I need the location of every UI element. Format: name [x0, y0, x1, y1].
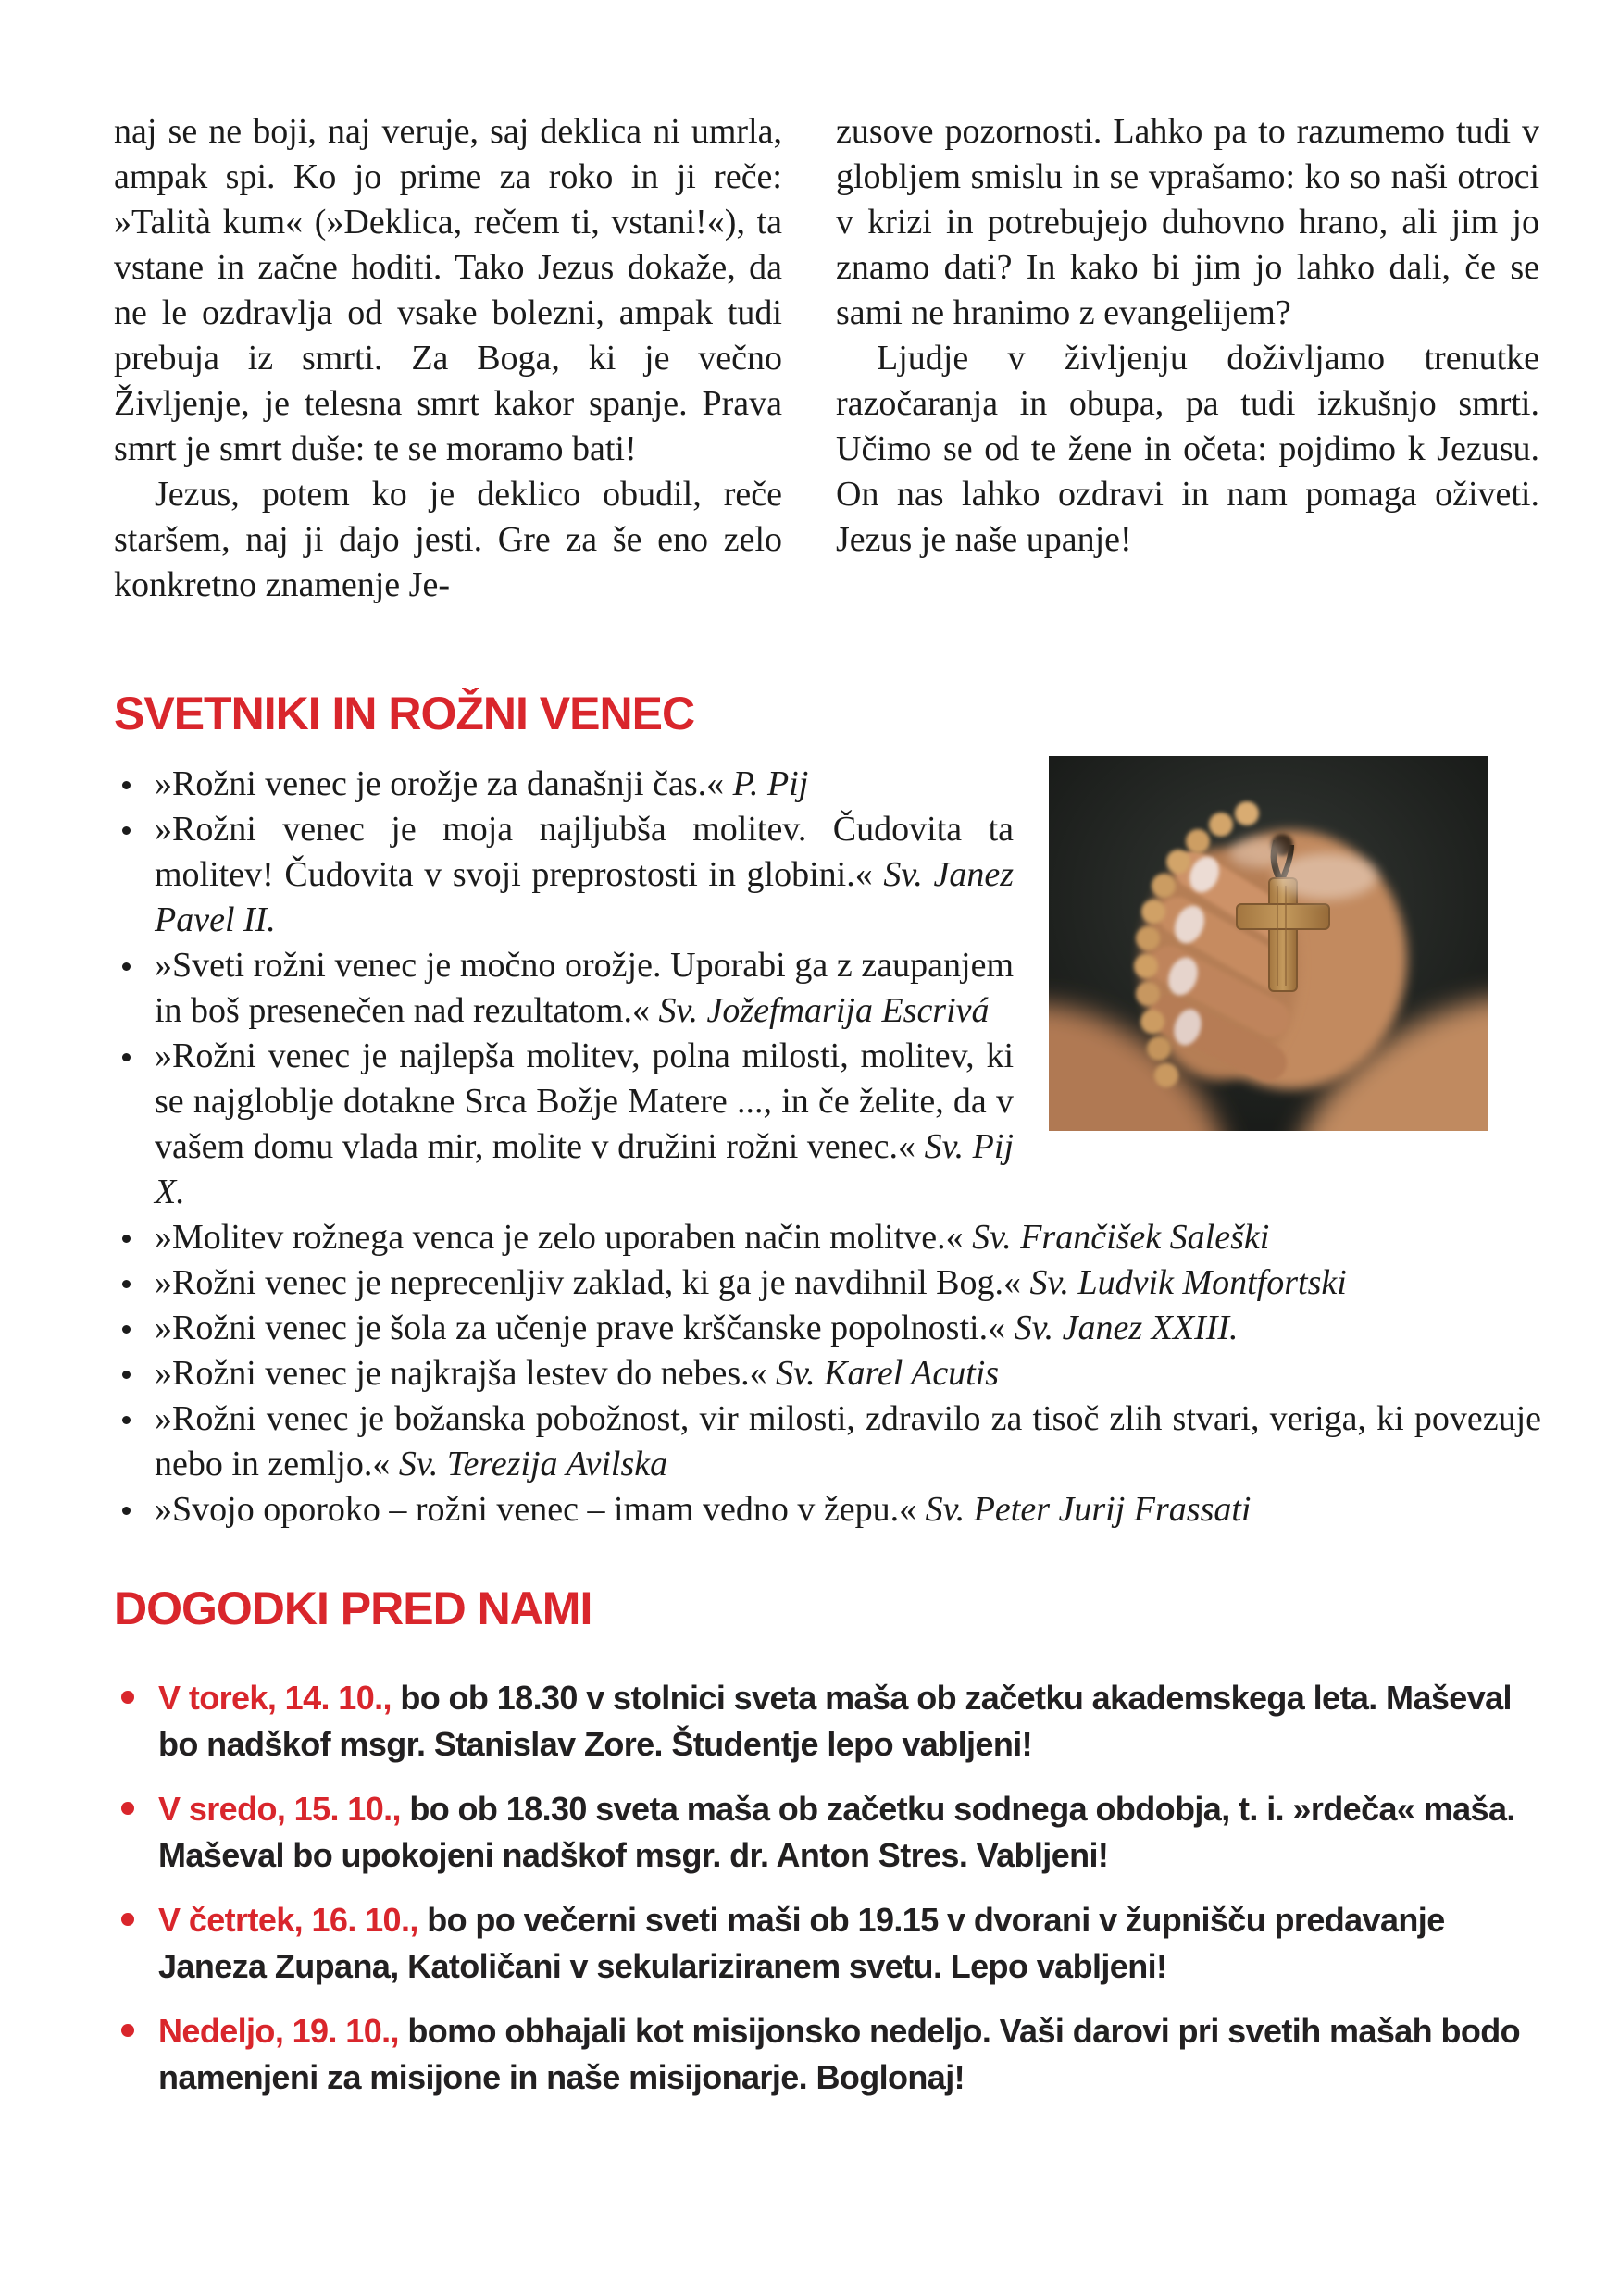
article-paragraph: Jezus, potem ko je deklico obudil, reče staršem, naj ji dajo jesti. Gre za še eno zelo konkretno znamenje Je- — [114, 475, 782, 604]
event-item — [114, 1675, 1541, 1768]
article-paragraph: naj se ne boji, naj veruje, saj deklica ni umrla, ampak spi. Ko jo prime za roko in ji reče: »Talità kum« (»Deklica, rečem ti, vstani!«), ta vstane in začne hoditi. Tako Jezus dokaže, da ne le ozdravlja od vsake bolezni, ampak tudi prebuja iz smrti. Za Boga, ki je večno Življenje, je telesna smrt kakor spanje. Prava smrt je smrt duše: te se moramo bati! — [114, 112, 782, 468]
event-date: V četrtek, 16. 10., — [158, 1901, 418, 1939]
quote-author: Sv. Pij X. — [155, 1127, 1015, 1211]
event-item — [114, 1897, 1541, 1990]
article-column-right — [836, 109, 1539, 608]
quote-text: »Molitev rožnega venca je zelo uporaben način molitve.« — [155, 1218, 964, 1257]
quote-list — [114, 762, 1541, 1533]
event-date: V torek, 14. 10., — [158, 1679, 392, 1717]
article-paragraph: Ljudje v življenju doživljamo trenutke razočaranja in obupa, pa tudi izkušnjo smrti. Učimo se od te žene in očeta: pojdimo k Jezusu. On nas lahko ozdravi in nam pomaga oživeti. Jezus je naše upanje! — [836, 339, 1539, 559]
quote-item — [114, 1215, 1541, 1260]
quote-author: Sv. Karel Acutis — [776, 1354, 1000, 1393]
quote-item — [114, 943, 1541, 1034]
quote-item — [114, 1260, 1541, 1306]
quote-text: »Rožni venec je orožje za današnji čas.« — [155, 764, 725, 803]
quote-author: P. Pij — [732, 764, 809, 803]
quote-author: Sv. Frančišek Saleški — [972, 1218, 1270, 1257]
quote-item — [114, 1034, 1541, 1215]
event-date: Nedeljo, 19. 10., — [158, 2012, 399, 2050]
quote-item — [114, 1487, 1541, 1533]
events-section-title: DOGODKI PRED NAMI — [114, 1582, 592, 1634]
event-text: bo ob 18.30 sveta maša ob začetku sodnega obdobja, t. i. »rdeča« maša. Maševal bo upokojeni nadškof msgr. dr. Anton Stres. Vabljeni! — [158, 1790, 1515, 1874]
quote-item — [114, 1396, 1541, 1487]
quote-text: »Svojo oporoko – rožni venec – imam vedno v žepu.« — [155, 1490, 917, 1529]
event-item — [114, 1786, 1541, 1879]
article-column-left — [114, 109, 782, 608]
quote-author: Sv. Peter Jurij Frassati — [925, 1490, 1252, 1529]
quote-text: »Sveti rožni venec je močno orožje. Uporabi ga z zaupanjem in boš presenečen nad rezultatom.« — [155, 946, 1014, 1030]
event-list — [114, 1675, 1541, 2101]
quote-item — [114, 762, 1541, 807]
article-columns — [114, 109, 1541, 608]
event-text: bomo obhajali kot misijonsko nedeljo. Vaši darovi pri svetih mašah bodo namenjeni za misijone in naše misijonarje. Boglonaj! — [158, 2012, 1521, 2096]
quote-text: »Rožni venec je neprecenljiv zaklad, ki ga je navdihnil Bog.« — [155, 1263, 1021, 1302]
quote-item — [114, 1351, 1541, 1396]
saints-section-title: SVETNIKI IN ROŽNI VENEC — [114, 688, 695, 739]
event-date: V sredo, 15. 10., — [158, 1790, 401, 1828]
quote-text: »Rožni venec je najlepša molitev, polna milosti, molitev, ki se najgloblje dotakne Srca Božje Matere ..., in če želite, da v vašem domu vlada mir, molite v družini rožni venec.« — [155, 1036, 1014, 1166]
article-paragraph: zusove pozornosti. Lahko pa to razumemo tudi v globljem smislu in se vprašamo: ko so naši otroci v krizi in potrebujejo duhovno hrano, ali jim jo znamo dati? In kako bi jim jo lahko dali, če se sami ne hranimo z evangelijem? — [836, 112, 1539, 332]
event-text: bo po večerni sveti maši ob 19.15 v dvorani v župnišču predavanje Janeza Zupana, Katoličani v sekulariziranem svetu. Lepo vabljeni! — [158, 1901, 1445, 1985]
quote-item — [114, 1306, 1541, 1351]
quote-author: Sv. Ludvik Montfortski — [1029, 1263, 1347, 1302]
quote-author: Sv. Janez XXIII. — [1014, 1309, 1239, 1347]
event-text: bo ob 18.30 v stolnici sveta maša ob začetku akademskega leta. Maševal bo nadškof msgr. Stanislav Zore. Študentje lepo vabljeni! — [158, 1679, 1512, 1763]
quote-text: »Rožni venec je božanska pobožnost, vir milosti, zdravilo za tisoč zlih stvari, veriga, ki povezuje nebo in zemljo.« — [155, 1399, 1541, 1483]
quote-author: Sv. Terezija Avilska — [398, 1445, 668, 1483]
quote-text: »Rožni venec je najkrajša lestev do nebes.« — [155, 1354, 767, 1393]
quote-author: Sv. Jožefmarija Escrivá — [658, 991, 990, 1030]
quote-text: »Rožni venec je šola za učenje prave krščanske popolnosti.« — [155, 1309, 1006, 1347]
quote-author: Sv. Janez Pavel II. — [155, 855, 1015, 939]
quote-item — [114, 807, 1541, 943]
quote-text: »Rožni venec je moja najljubša molitev. Čudovita ta molitev! Čudovita v svoji preprostosti in globini.« — [155, 810, 1014, 894]
saints-section — [114, 762, 1541, 1533]
event-item — [114, 2008, 1541, 2101]
